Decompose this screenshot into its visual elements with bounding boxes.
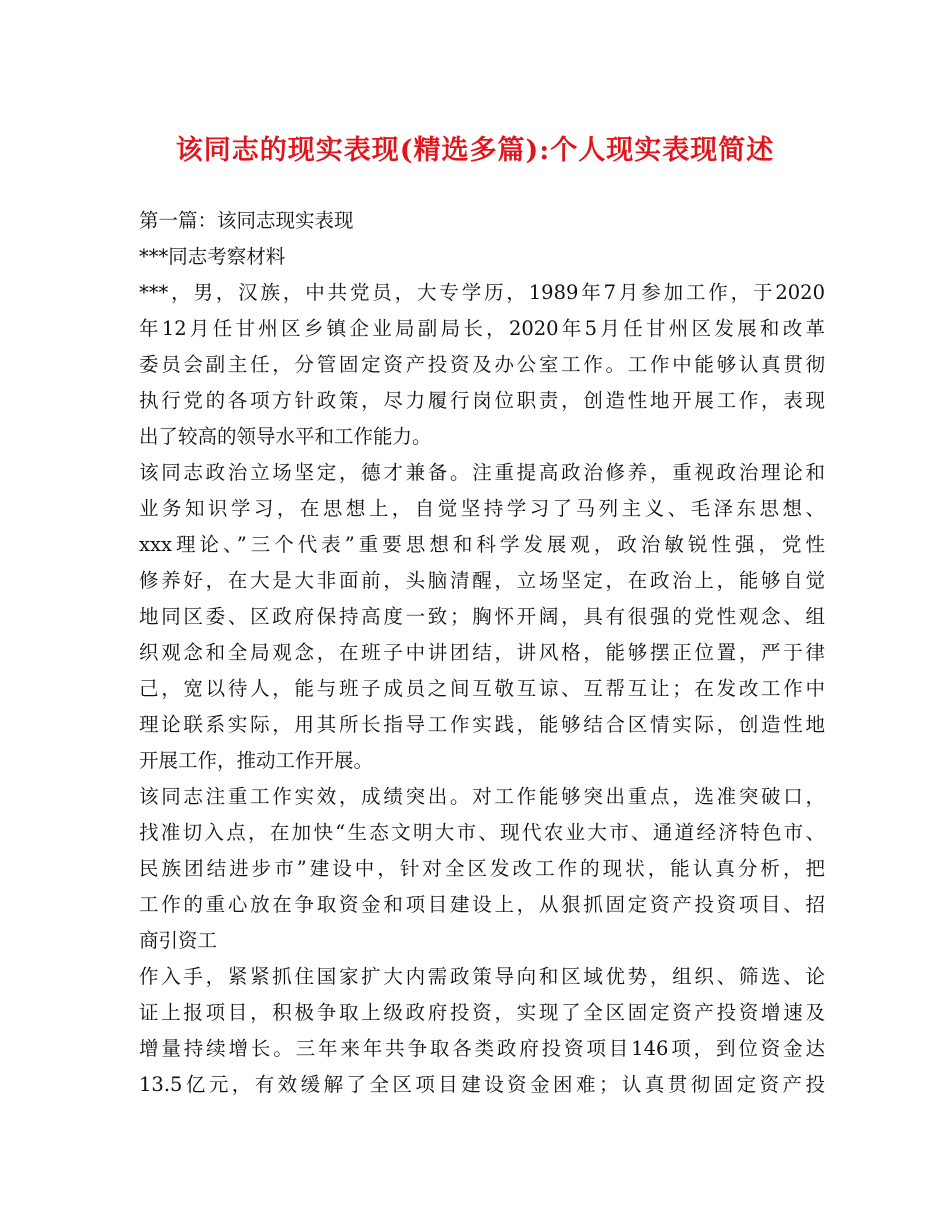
- text-line: 己，宽以待人，能与班子成员之间互敬互谅、互帮互让；在发改工作中: [139, 677, 825, 700]
- document-body: [139, 203, 825, 1103]
- text-line: ***，男，汉族，中共党员，大专学历，1989年7月参加工作，于2020: [139, 281, 825, 304]
- text-line: 业务知识学习，在思想上，自觉坚持学习了马列主义、毛泽东思想、: [139, 497, 825, 520]
- text-line: 证上报项目，积极争取上级政府投资，实现了全区固定资产投资增速及: [139, 1001, 825, 1024]
- text-line: 理论联系实际，用其所长指导工作实践，能够结合区情实际，创造性地: [139, 713, 825, 736]
- text-line: 出了较高的领导水平和工作能力。: [139, 425, 432, 448]
- document-title: 该同志的现实表现(精选多篇):个人现实表现简述: [175, 135, 775, 166]
- text-line: 执行党的各项方针政策，尽力履行岗位职责，创造性地开展工作，表现: [139, 389, 825, 412]
- text-line: 委员会副主任，分管固定资产投资及办公室工作。工作中能够认真贯彻: [139, 353, 825, 376]
- text-line: 商引资工: [139, 929, 218, 952]
- text-line: 增量持续增长。三年来年共争取各类政府投资项目146项，到位资金达: [139, 1037, 825, 1060]
- text-line: 第一篇：该同志现实表现: [139, 209, 354, 232]
- text-line: 13.5亿元，有效缓解了全区项目建设资金困难；认真贯彻固定资产投: [139, 1073, 825, 1096]
- text-line: 工作的重心放在争取资金和项目建设上，从狠抓固定资产投资项目、招: [139, 893, 825, 916]
- text-line: 该同志注重工作实效，成绩突出。对工作能够突出重点，选准突破口，: [139, 785, 825, 808]
- text-line: 年12月任甘州区乡镇企业局副局长，2020年5月任甘州区发展和改革: [139, 317, 825, 340]
- text-line: 民族团结进步市”建设中，针对全区发改工作的现状，能认真分析，把: [139, 857, 825, 880]
- text-line: 织观念和全局观念，在班子中讲团结，讲风格，能够摆正位置，严于律: [139, 641, 825, 664]
- text-line: 地同区委、区政府保持高度一致；胸怀开阔，具有很强的党性观念、组: [139, 605, 825, 628]
- text-line: ***同志考察材料: [139, 245, 286, 268]
- text-line: 修养好，在大是大非面前，头脑清醒，立场坚定，在政治上，能够自觉: [139, 569, 825, 592]
- text-line: 作入手，紧紧抓住国家扩大内需政策导向和区域优势，组织、筛选、论: [139, 965, 825, 988]
- text-line: 找准切入点，在加快“生态文明大市、现代农业大市、通道经济特色市、: [139, 821, 825, 844]
- text-line: 开展工作，推动工作开展。: [139, 749, 374, 772]
- text-line: xxx理论、”三个代表”重要思想和科学发展观，政治敏锐性强，党性: [139, 533, 825, 556]
- text-line: 该同志政治立场坚定，德才兼备。注重提高政治修养，重视政治理论和: [139, 461, 825, 484]
